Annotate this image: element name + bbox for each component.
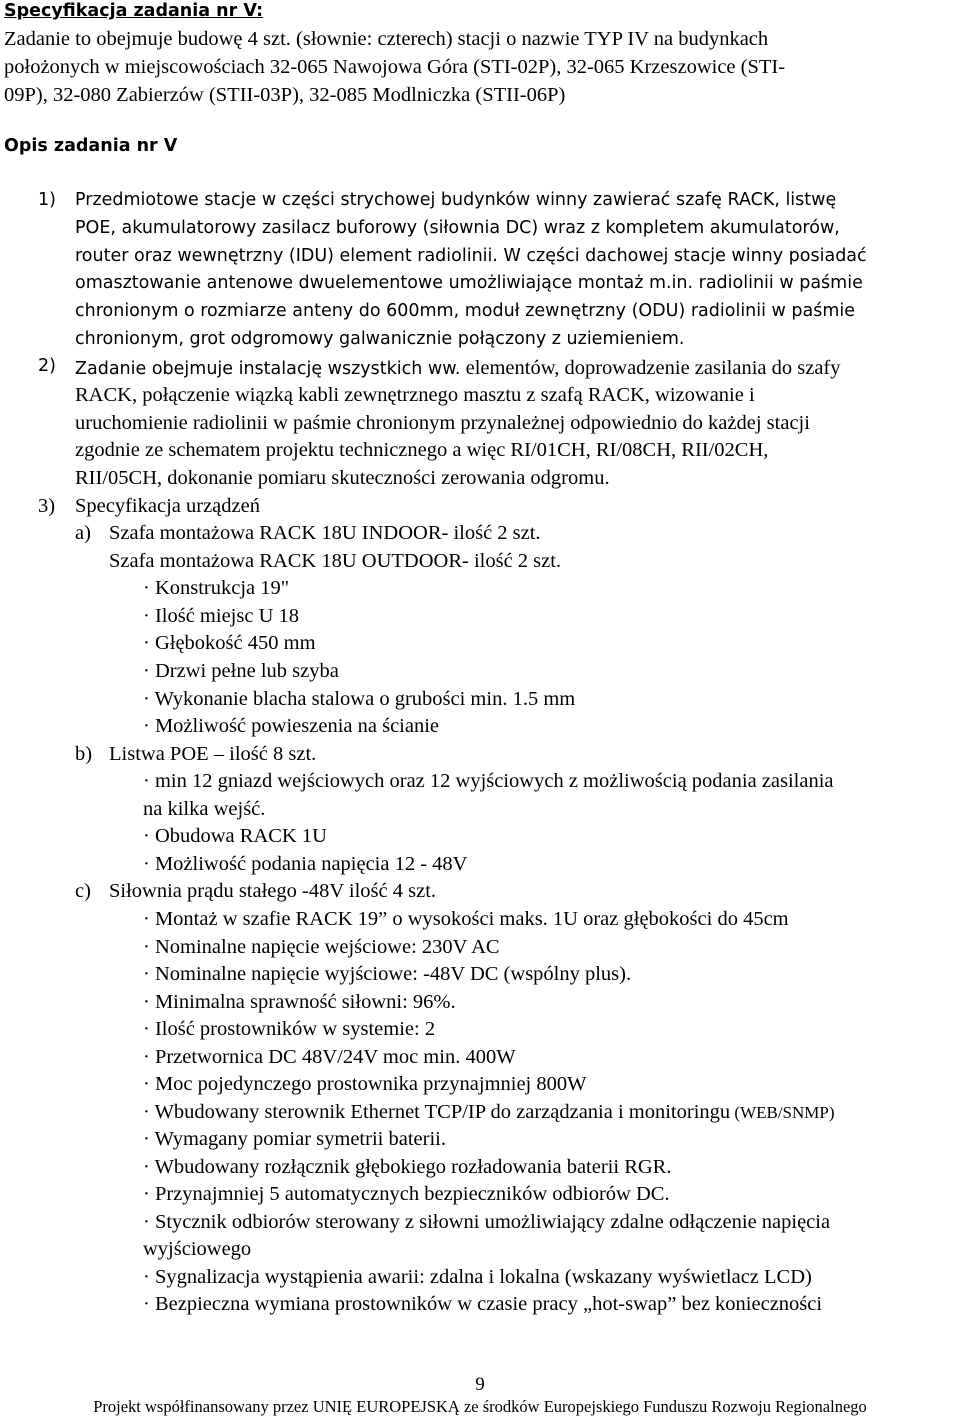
spec-c-label: c) [75, 880, 91, 902]
spec-c-bullet: · Stycznik odbiorów sterowany z siłowni umożliwiający zdalne odłączenie napięcia [143, 1211, 831, 1233]
spec-c-bullet: · Wymagany pomiar symetrii baterii. [143, 1128, 446, 1150]
spec-c-bullet-text: · Wbudowany sterownik Ethernet TCP/IP do zarządzania i monitoringu [143, 1101, 731, 1123]
spec-c-bullet: wyjściowego [143, 1238, 252, 1260]
footer-text: Projekt współfinansowany przez UNIĘ EUROPEJSKĄ ze środków Europejskiego Funduszu Rozwoju Regionalnego [93, 1397, 867, 1416]
item-2-line: uruchomienie radiolinii w paśmie chronionym przynależnej odpowiednio do każdej stacji [75, 412, 810, 434]
spec-c-bullet-suffix: (WEB/SNMP) [730, 1103, 835, 1122]
spec-c-bullet: · Ilość prostowników w systemie: 2 [143, 1018, 436, 1040]
item-2-line: RACK, połączenie wiązką kabli zewnętrznego masztu z szafą RACK, wizowanie i [75, 384, 755, 406]
spec-a-bullet: · Konstrukcja 19" [143, 577, 290, 599]
item-1-line: omasztowanie antenowe dwuelementowe umożliwiające montaż m.in. radiolinii w paśmie [75, 273, 863, 293]
page-number: 9 [475, 1374, 485, 1395]
spec-a-line: Szafa montażowa RACK 18U OUTDOOR- ilość 2 szt. [109, 550, 562, 572]
spec-a-line: Szafa montażowa RACK 18U INDOOR- ilość 2 szt. [109, 522, 541, 544]
item-1-line: chronionym o rozmiarze anteny do 600mm, moduł zewnętrzny (ODU) radiolinii w paśmie [75, 301, 856, 321]
intro-line-2: położonych w miejscowościach 32-065 Nawojowa Góra (STI-02P), 32-065 Krzeszowice (STI- [4, 56, 786, 78]
spec-c-bullet [143, 1102, 835, 1123]
spec-c-bullet: · Moc pojedynczego prostownika przynajmniej 800W [143, 1073, 587, 1095]
spec-c-bullet: · Nominalne napięcie wyjściowe: -48V DC (wspólny plus). [143, 963, 632, 985]
item-1-line: chronionym, grot odgromowy galwanicznie połączony z uziemieniem. [75, 329, 685, 349]
item-2-line: RII/05CH, dokonanie pomiaru skuteczności zerowania odgromu. [75, 467, 610, 489]
item-3-title: Specyfikacja urządzeń [75, 495, 260, 517]
spec-c-bullet: · Wbudowany rozłącznik głębokiego rozładowania baterii RGR. [143, 1156, 672, 1178]
item-2-line-serif-part: elementów, doprowadzenie zasilania do szafy [460, 357, 841, 379]
item-2-line: zgodnie ze schematem projektu technicznego a więc RI/01CH, RI/08CH, RII/02CH, [75, 439, 769, 461]
spec-b-title: Listwa POE – ilość 8 szt. [109, 743, 317, 765]
document-title: Specyfikacja zadania nr V: [4, 1, 264, 21]
item-1-line: Przedmiotowe stacje w części strychowej budynków winny zawierać szafę RACK, listwę [75, 190, 837, 210]
spec-a-bullet: · Drzwi pełne lub szyba [143, 660, 339, 682]
item-2-first-line [75, 358, 841, 379]
section-heading: Opis zadania nr V [4, 136, 178, 156]
item-3-number: 3) [38, 495, 56, 517]
intro-line-1: Zadanie to obejmuje budowę 4 szt. (słownie: czterech) stacji o nazwie TYP IV na budynkach [4, 28, 769, 50]
spec-a-bullet: · Ilość miejsc U 18 [143, 605, 299, 627]
spec-a-bullet: · Możliwość powieszenia na ścianie [143, 715, 440, 737]
spec-c-title: Siłownia prądu stałego -48V ilość 4 szt. [109, 880, 437, 902]
spec-b-bullet: na kilka wejść. [143, 798, 266, 820]
spec-b-bullet: · min 12 gniazd wejściowych oraz 12 wyjściowych z możliwością podania zasilania [143, 770, 834, 792]
intro-line-3: 09P), 32-080 Zabierzów (STII-03P), 32-085 Modlniczka (STII-06P) [4, 84, 566, 106]
spec-b-bullet: · Obudowa RACK 1U [143, 825, 327, 847]
item-1-number: 1) [38, 190, 56, 210]
spec-c-bullet: · Przynajmniej 5 automatycznych bezpieczników odbiorów DC. [143, 1183, 670, 1205]
spec-a-label: a) [75, 522, 91, 544]
spec-c-bullet: · Montaż w szafie RACK 19” o wysokości maks. 1U oraz głębokości do 45cm [143, 908, 789, 930]
item-1-line: router oraz wewnętrzny (IDU) element radiolinii. W części dachowej stacje winny posiadać [75, 246, 867, 266]
spec-c-bullet: · Przetwornica DC 48V/24V moc min. 400W [143, 1046, 516, 1068]
spec-c-bullet: · Nominalne napięcie wejściowe: 230V AC [143, 936, 500, 958]
item-2-line-sans-part: Zadanie obejmuje instalację wszystkich ww. [75, 359, 461, 379]
spec-c-bullet: · Bezpieczna wymiana prostowników w czasie pracy „hot-swap” bez konieczności [143, 1293, 823, 1315]
spec-a-bullet: · Głębokość 450 mm [143, 632, 316, 654]
spec-b-bullet: · Możliwość podania napięcia 12 - 48V [143, 853, 468, 875]
spec-c-bullet: · Sygnalizacja wystąpienia awarii: zdalna i lokalna (wskazany wyświetlacz LCD) [143, 1266, 812, 1288]
spec-a-bullet: · Wykonanie blacha stalowa o grubości min. 1.5 mm [143, 688, 576, 710]
item-1-line: POE, akumulatorowy zasilacz buforowy (siłownia DC) wraz z kompletem akumulatorów, [75, 218, 840, 238]
spec-c-bullet: · Minimalna sprawność siłowni: 96%. [143, 991, 456, 1013]
spec-b-label: b) [75, 743, 93, 765]
item-2-number: 2) [38, 356, 56, 376]
